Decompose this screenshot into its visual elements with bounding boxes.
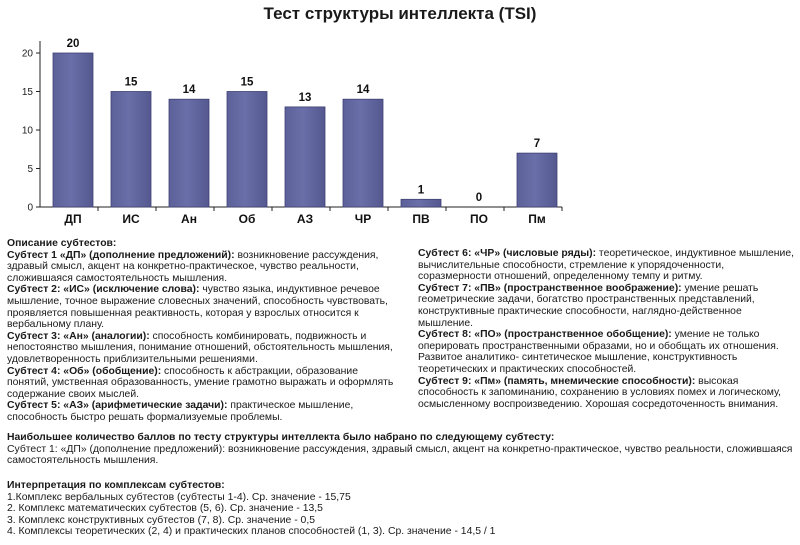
x-tick-label: ПВ [412,212,430,226]
x-tick-label: Ан [181,212,197,226]
chart-title: Тест структуры интеллекта (TSI) [263,4,537,23]
interpretation-line-2: 2. Комплекс математических субтестов (5, 6). Ср. значение - 13,5 [7,503,323,515]
data-label: 7 [533,138,541,151]
x-tick-label: Об [238,212,256,226]
bar [169,99,209,207]
bar [53,53,93,207]
interpretation-block [7,480,797,538]
subtest-8-description: Субтест 8: «ПО» (пространственное обобщение): умение не только оперировать пространственными образами, но и обобщать их отношения. Развитое аналитико- синтетическое мышление, конструктивность теоретических и практических способностей. [418,329,779,375]
descriptions-right [418,248,796,410]
y-tick-label: 0 [27,202,33,214]
data-label: 0 [475,192,483,204]
subtest-1-description: Субтест 1 «ДП» (дополнение предложений): возникновение рассуждения, здравый смысл, акцент на конкретно-практическое, чувство реальности, сложившаяся самостоятельность мышления. [7,249,379,284]
subtest-2-description: Субтест 2: «ИС» (исключение слова): чувство языка, индуктивное речевое мышление, точное выражение словесных значений, способность чувствовать, проявляется повышенная реактивность, которая у взрослых относится к вербальному плану. [7,284,388,331]
data-label: 15 [124,76,138,89]
bar [401,199,441,207]
y-tick-label: 10 [21,125,33,137]
data-label: 1 [417,184,425,197]
subtest-6-description: Субтест 6: «ЧР» (числовые ряды): теоретическое, индуктивное мышление, вычислительные способности, стремление к упорядоченности, соразмерности отношений, определенному темпу и ритму. [418,248,795,283]
y-tick-label: 15 [21,87,33,98]
data-label: 14 [356,84,370,97]
bar [343,99,383,207]
interpretation-line-4: 4. Комплексы теоретических (2, 4) и практических планов способностей (1, 3). Ср. значение - 14,5 / 1 [7,526,496,538]
bar [227,92,267,208]
x-tick-label: ПО [470,212,488,226]
data-label: 20 [66,38,80,50]
interpretation-line-1: 1.Комплекс вербальных субтестов (субтесты 1-4). Ср. значение - 15,75 [7,491,351,503]
subtest-9-description: Субтест 9: «Пм» (память, мнемические способности): высокая способность к запоминанию, сохранению в условиях помех и логическому, осмысленному воспроизведению. Хорошая сосредоточенность внимания. [418,375,782,410]
x-tick-label: ЧР [354,212,372,226]
best-subtest-text: Субтест 1: «ДП» (дополнение предложений): возникновение рассуждения, здравый смысл, акцент на конкретно-практическое, чувство реальности, сложившаяся самостоятельность мышления. [7,443,793,467]
subtest-7-description: Субтест 7: «ПВ» (пространственное воображение): умение решать геометрические задачи, богатство пространственных представлений, конструктивные практические способности, наглядно-действенное мышление. [418,282,759,329]
x-tick-label: ИС [122,212,140,226]
subtest-3-description: Субтест 3: «Ан» (аналогии): способность комбинировать, подвижность и непостоянство мышления, понимание отношений, обстоятельность мышления, удовлетворенность приблизительными решениями. [7,330,393,365]
interpretation-line-3: 3. Комплекс конструктивных субтестов (7, 8). Ср. значение - 0,5 [7,514,315,526]
bar [285,107,325,207]
x-tick-label: АЗ [296,212,314,226]
data-label: 13 [298,91,312,104]
bar [111,92,151,208]
x-tick-label: ДП [64,212,82,226]
bar [517,153,557,207]
bar-chart [0,0,800,232]
subtest-4-description: Субтест 4: «Об» (обобщение): способность к абстракции, образование понятий, умственная образованность, умение грамотно выражать и оформлять содержание своих мыслей. [7,365,394,400]
best-subtest-heading: Наибольшее количество баллов по тесту структуры интеллекта было набрано по следующему субтесту: [7,432,555,443]
data-label: 14 [182,84,196,97]
y-tick-label: 5 [27,164,33,175]
descriptions-left [7,238,402,424]
x-tick-label: Пм [528,212,546,226]
best-subtest-block [7,432,797,467]
subtest-5-description: Субтест 5: «АЗ» (арифметические задачи): практическое мышление, способность быстро решать формализуемые проблемы. [7,400,354,423]
descriptions-heading: Описание субтестов: [7,238,117,249]
interpretation-heading: Интерпретация по комплексам субтестов: [7,480,225,491]
data-label: 15 [240,76,254,89]
y-tick-label: 20 [21,48,33,60]
